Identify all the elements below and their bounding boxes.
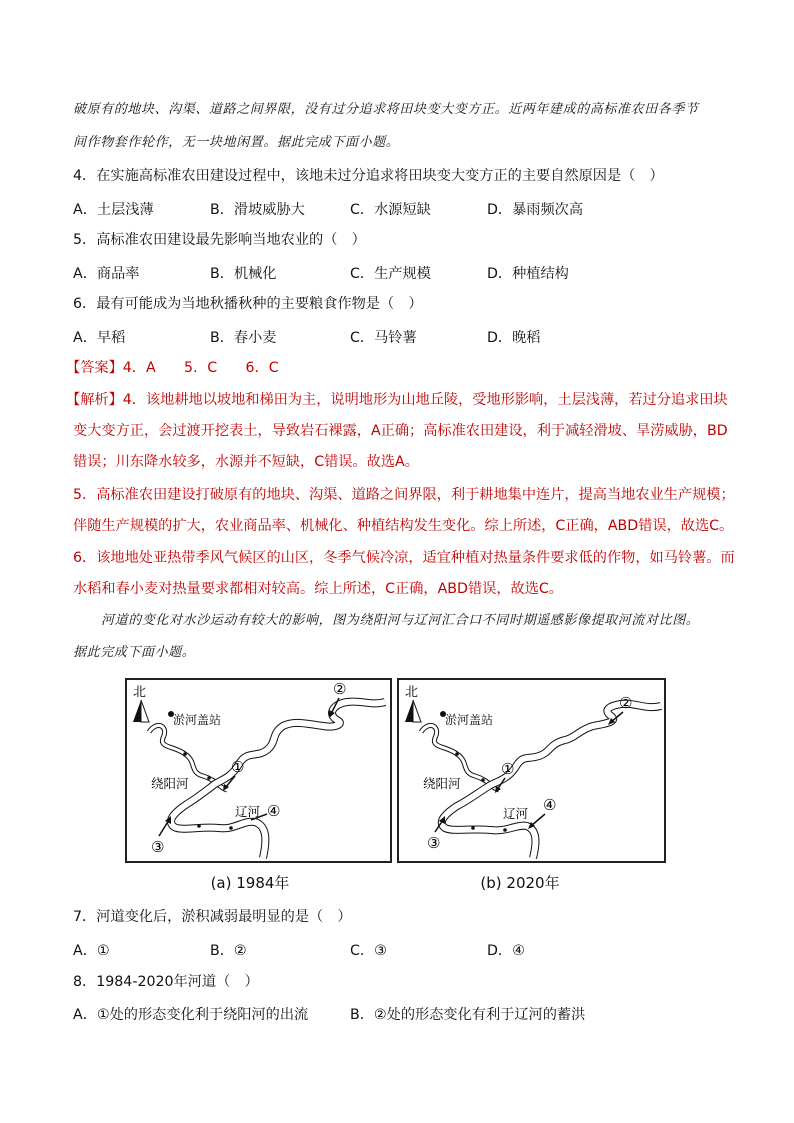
q5-option-b[interactable]: B．机械化 [210, 266, 277, 282]
q8-option-b[interactable]: B．②处的形态变化有利于辽河的蓄洪 [350, 1007, 586, 1023]
intro-line-2: 间作物套作轮作，无一块地闲置。据此完成下面小题。 [73, 135, 400, 150]
marker-1-1984: ① [231, 758, 245, 776]
answer-line [66, 358, 279, 378]
analysis-line-5: 伴随生产规模的扩大，农业商品率、机械化、种植结构发生变化。综上所述，C正确，ABD错误，故选C。 [73, 518, 734, 534]
intro-line-1: 破原有的地块、沟渠、道路之间界限，没有过分追求将田块变大变方正。近两年建成的高标准农田各季节 [73, 102, 699, 117]
analysis-line-4: 5．高标准农田建设打破原有的地块、沟渠、道路之间界限，利于耕地集中连片，提高当地农业生产规模； [73, 487, 735, 503]
q5-option-d[interactable]: D．种植结构 [487, 266, 569, 282]
question-4-stem: 4．在实施高标准农田建设过程中，该地未过分追求将田块变大变方正的主要自然原因是（ ） [73, 168, 664, 184]
q4-option-a[interactable]: A．土层浅薄 [73, 202, 154, 218]
marker-2-2020: ② [619, 694, 633, 712]
marker-3-2020: ③ [427, 834, 441, 852]
river-map-2020 [399, 680, 664, 861]
q7-option-b[interactable]: B．② [210, 943, 247, 959]
q7-option-d[interactable]: D．④ [487, 943, 525, 959]
analysis-line-6: 6．该地地处亚热带季风气候区的山区，冬季气候冷凉，适宜种植对热量条件要求低的作物，如马铃薯。而 [73, 550, 735, 566]
north-label: 北 [133, 685, 147, 700]
q6-option-b[interactable]: B．春小麦 [210, 330, 277, 346]
raoyang-label-2020: 绕阳河 [423, 776, 461, 791]
analysis-line-2: 变大变方正，会过渡开挖表土，导致岩石裸露，A正确；高标准农田建设，利于减轻滑坡、旱涝威胁，BD [73, 423, 728, 439]
q4-option-c[interactable]: C．水源短缺 [350, 202, 431, 218]
q4-option-b[interactable]: B．滑坡威胁大 [210, 202, 305, 218]
question-6-stem: 6．最有可能成为当地秋播秋种的主要粮食作物是（ ） [73, 296, 423, 312]
caption-1984: (a) 1984年 [210, 874, 290, 892]
question-7-stem: 7．河道变化后，淤积减弱最明显的是（ ） [73, 909, 352, 925]
analysis-text-1: 4．该地耕地以坡地和梯田为主，说明地形为山地丘陵，受地形影响，土层浅薄，若过分追求田块 [122, 392, 728, 408]
intro2-line-2: 据此完成下面小题。 [73, 645, 196, 660]
liao-label-1984: 辽河 [235, 804, 261, 819]
river-map-1984 [127, 680, 390, 861]
marker-4-2020: ④ [543, 796, 557, 814]
liao-label-2020: 辽河 [503, 806, 529, 821]
q6-option-c[interactable]: C．马铃薯 [350, 330, 417, 346]
marker-4-1984: ④ [267, 802, 281, 820]
answer-label: 【答案】 [66, 360, 123, 376]
north-label-2020: 北 [405, 685, 419, 700]
question-8-stem: 8．1984-2020年河道（ ） [73, 974, 259, 990]
marker-3-1984: ③ [151, 838, 165, 856]
q8-option-a[interactable]: A．①处的形态变化利于绕阳河的出流 [73, 1007, 309, 1023]
analysis-line-3: 错误；川东降水较多，水源并不短缺，C错误。故选A。 [73, 454, 419, 470]
marker-2-1984: ② [333, 680, 347, 698]
analysis-label: 【解析】 [66, 392, 123, 408]
answer-text: 4．A 5．C 6．C [122, 360, 279, 376]
map-panel-1984 [125, 678, 392, 863]
intro2-line-1: 河道的变化对水沙运动有较大的影响，图为绕阳河与辽河汇合口不同时期遥感影像提取河流对比图。 [101, 613, 700, 628]
station-label: 淤河盖站 [173, 713, 222, 727]
analysis-line-7: 水稻和春小麦对热量要求都相对较高。综上所述，C正确，ABD错误，故选C。 [73, 581, 563, 597]
q5-option-a[interactable]: A．商品率 [73, 266, 140, 282]
station-label-2020: 淤河盖站 [445, 713, 494, 727]
north-arrow-icon [405, 700, 413, 722]
q6-option-d[interactable]: D．晚稻 [487, 330, 541, 346]
marker-1-2020: ① [501, 760, 515, 778]
analysis-line-1 [66, 390, 728, 410]
raoyang-label-1984: 绕阳河 [151, 776, 189, 791]
q7-option-c[interactable]: C．③ [350, 943, 387, 959]
q6-option-a[interactable]: A．早稻 [73, 330, 126, 346]
question-5-stem: 5．高标准农田建设最先影响当地农业的（ ） [73, 232, 366, 248]
q5-option-c[interactable]: C．生产规模 [350, 266, 431, 282]
q7-option-a[interactable]: A．① [73, 943, 110, 959]
map-panel-2020 [397, 678, 666, 863]
caption-2020: (b) 2020年 [480, 874, 560, 892]
q4-option-d[interactable]: D．暴雨频次高 [487, 202, 584, 218]
north-arrow-icon [133, 700, 141, 722]
